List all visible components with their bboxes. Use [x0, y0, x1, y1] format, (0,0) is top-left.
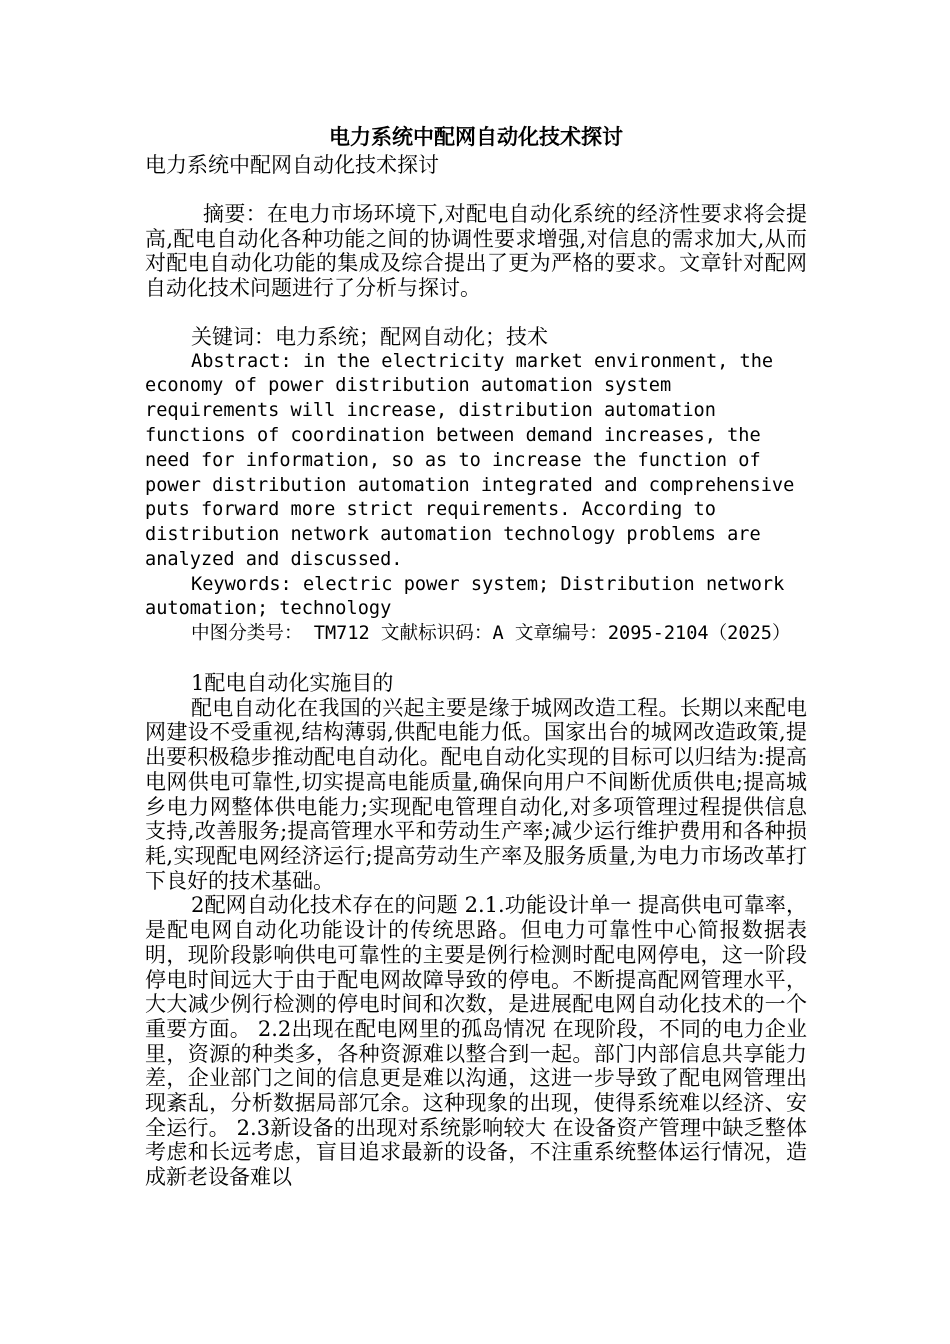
section2-body: 2配网自动化技术存在的问题 2.1.功能设计单一 提高供电可靠率，是配电网自动化功能设计的传统思路。但电力可靠性中心简报数据表明，现阶段影响供电可靠性的主要是例行检测时配电网停电，这一阶段停电时间远大于由于配电网故障导致的停电。不断提高配网管理水平，大大减少例行检测的停电时间和次数，是进展配电网自动化技术的一个重要方面。 2.2出现在配电网里的孤岛情况 在现阶段，不同的电力企业里，资源的种类多，各种资源难以整合到一起。部门内部信息共享能力差，企业部门之间的信息更是难以沟通，这进一步导致了配电网管理出现紊乱，分析数据局部冗余。这种现象的出现，使得系统难以经济、安全运行。 2.3新设备的出现对系统影响较大 在设备资产管理中缺乏整体考虑和长远考虑，盲目追求最新的设备，不注重系统整体运行情况，造成新老设备难以	[145, 893, 807, 1190]
section1-heading: 1配电自动化实施目的	[191, 671, 394, 696]
section1-body: 配电自动化在我国的兴起主要是缘于城网改造工程。长期以来配电网建设不受重视,结构薄弱,供配电能力低。国家出台的城网改造政策,提出要积极稳步推动配电自动化。配电自动化实现的目标可以归结为:提高电网供电可靠性,切实提高电能质量,确保向用户不间断优质供电;提高城乡电力网整体供电能力;实现配电管理自动化,对多项管理过程提供信息支持,改善服务;提高管理水平和劳动生产率;减少运行维护费用和各种损耗,实现配电网经济运行;提高劳动生产率及服务质量,为电力市场改革打下良好的技术基础。	[145, 695, 807, 893]
keywords-en: Keywords: electric power system; Distribution network automation; technology	[145, 573, 796, 620]
spacer	[145, 178, 807, 202]
keywords-cn: 关键词：电力系统；配网自动化；技术	[191, 324, 548, 349]
spacer	[145, 647, 807, 671]
spacer	[145, 301, 807, 325]
classification-line: 中图分类号： TM712 文献标识码：A 文章编号：2095-2104（2025）	[191, 623, 791, 645]
document-title: 电力系统中配网自动化技术探讨	[329, 125, 623, 149]
document-subtitle: 电力系统中配网自动化技术探讨	[145, 153, 439, 177]
abstract-en: Abstract: in the electricity market environment, the economy of power distribution automation system requirements will increase, distribution automation functions of coordination between demand increases, the need for information, so as to increase the function of power distribution automation integrated and comprehensive puts forward more strict requirements. According to distribution network automation technology problems are analyzed and discussed.	[145, 350, 806, 570]
abstract-cn: 摘要：在电力市场环境下,对配电自动化系统的经济性要求将会提高,配电自动化各种功能之间的协调性要求增强,对信息的需求加大,从而对配电自动化功能的集成及综合提出了更为严格的要求。文章针对配网自动化技术问题进行了分析与探讨。	[145, 202, 807, 301]
document-page	[145, 122, 807, 1190]
